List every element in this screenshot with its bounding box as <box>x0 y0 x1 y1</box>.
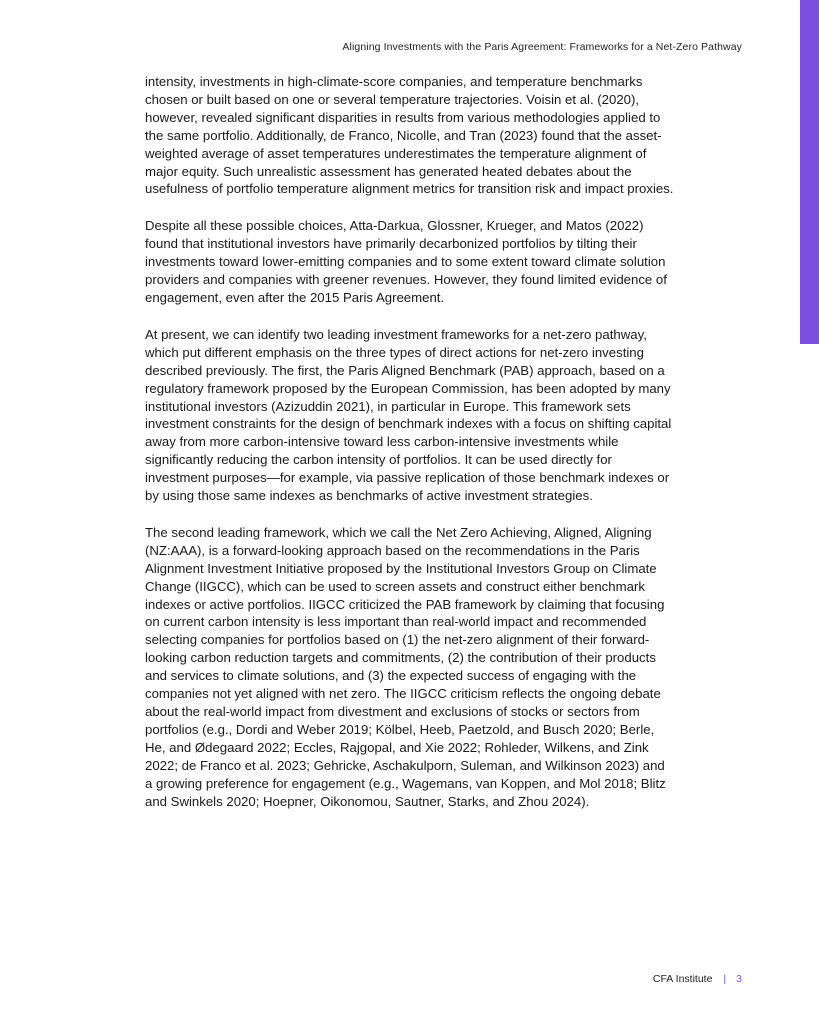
footer-separator: | <box>723 973 727 985</box>
page-number: 3 <box>736 973 742 985</box>
paragraph-2: Despite all these possible choices, Atta-Darkua, Glossner, Krueger, and Matos (2022) found that institutional investors have primarily decarbonized portfolios by tilting their investments toward lower-emitting companies and to some extent toward climate solution providers and companies with greener revenues. However, they found limited evidence of engagement, even after the 2015 Paris Agreement. <box>145 218 667 305</box>
paragraph-1: intensity, investments in high-climate-score companies, and temperature benchmarks chosen or built based on one or several temperature trajectories. Voisin et al. (2020), however, revealed significant disparities in results from various methodologies applied to the same portfolio. Additionally, de Franco, Nicolle, and Tran (2023) found that the asset-weighted average of asset temperatures underestimates the temperature alignment of major equity. Such unrealistic assessment has generated heated debates about the usefulness of portfolio temperature alignment metrics for transition risk and impact proxies. <box>145 74 674 197</box>
body-text <box>145 73 675 829</box>
paragraph-3: At present, we can identify two leading investment frameworks for a net-zero pathway, which put different emphasis on the three types of direct actions for net-zero investing described previously. The first, the Paris Aligned Benchmark (PAB) approach, based on a regulatory framework proposed by the European Commission, has been adopted by many institutional investors (Azizuddin 2021), in particular in Europe. This framework sets investment constraints for the design of benchmark indexes with a focus on shifting capital away from more carbon-intensive toward less carbon-intensive investments while significantly reducing the carbon intensity of portfolios. It can be used directly for investment purposes—for example, via passive replication of those benchmark indexes or by using those same indexes as benchmarks of active investment strategies. <box>145 326 672 504</box>
accent-bar <box>800 0 819 344</box>
running-header: Aligning Investments with the Paris Agreement: Frameworks for a Net-Zero Pathway <box>342 41 742 53</box>
paragraph-4: The second leading framework, which we call the Net Zero Achieving, Aligned, Aligning (NZ:AAA), is a forward-looking approach based on the recommendations in the Paris Alignment Investment Initiative proposed by the Institutional Investors Group on Climate Change (IIGCC), which can be used to screen assets and construct either benchmark indexes or active portfolios. IIGCC criticized the PAB framework by claiming that focusing on current carbon intensity is less important than real-world impact and recommended selecting companies for portfolios based on (1) the net-zero alignment of their forward-looking carbon reduction targets and commitments, (2) the contribution of their products and services to climate solutions, and (3) the expected success of engaging with the companies not yet aligned with net zero. The IIGCC criticism reflects the ongoing debate about the real-world impact from divestment and exclusions of stocks or sectors from portfolios (e.g., Dordi and Weber 2019; Kölbel, Heeb, Paetzold, and Busch 2020; Berle, He, and Ødegaard 2022; Eccles, Rajgopal, and Xie 2022; Rohleder, Wilkens, and Zink 2022; de Franco et al. 2023; Gehricke, Aschakulporn, Suleman, and Wilkinson 2023) and a growing preference for engagement (e.g., Wagemans, van Koppen, and Mol 2018; Blitz and Swinkels 2020; Hoepner, Oikonomou, Sautner, Starks, and Zhou 2024). <box>145 524 666 809</box>
page-footer <box>653 973 742 985</box>
footer-publisher: CFA Institute <box>652 973 713 985</box>
